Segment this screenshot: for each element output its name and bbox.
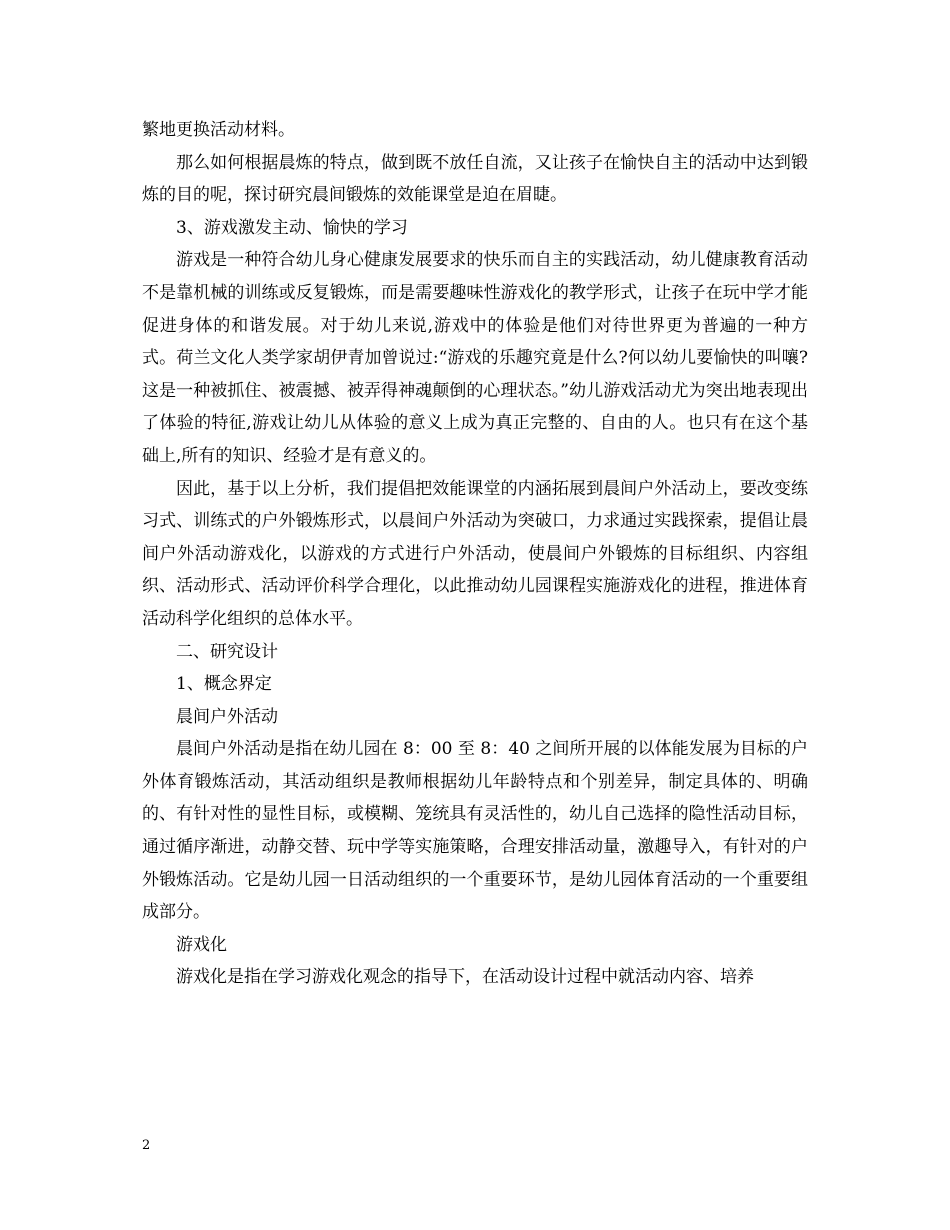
term-heading: 游戏化 xyxy=(176,934,227,955)
document-body xyxy=(142,114,808,994)
paragraph: 因此，基于以上分析，我们提倡把效能课堂的内涵拓展到晨间户外活动上，要改变练习式、训练式的户外锻炼形式，以晨间户外活动为突破口，力求通过实践探索，提倡让晨间户外活动游戏化，以游戏的方式进行户外活动，使晨间户外锻炼的目标组织、内容组织、活动形式、活动评价科学合理化，以此推动幼儿园课程实施游戏化的进程，推进体育活动科学化组织的总体水平。 xyxy=(142,478,808,629)
page-number: 2 xyxy=(142,1138,151,1153)
paragraph: 繁地更换活动材料。 xyxy=(142,120,295,140)
section-heading: 二、研究设计 xyxy=(176,641,278,662)
paragraph: 游戏是一种符合幼儿身心健康发展要求的快乐而自主的实践活动，幼儿健康教育活动不是靠机械的训练或反复锻炼，而是需要趣味性游戏化的教学形式，让孩子在玩中学才能促进身体的和谐发展。对于幼儿来说,游戏中的体验是他们对待世界更为普遍的一种方式。荷兰文化人类学家胡伊青加曾说过:“游戏的乐趣究竟是什么?何以幼儿要愉快的叫嚷?这是一种被抓住、被震撼、被弄得神魂颠倒的心理状态。”幼儿游戏活动尤为突出地表现出了体验的特征,游戏让幼儿从体验的意义上成为真正完整的、自由的人。也只有在这个基础上,所有的知识、经验才是有意义的。 xyxy=(142,250,808,466)
term-heading: 晨间户外活动 xyxy=(176,706,278,727)
section-heading: 1、概念界定 xyxy=(176,674,272,695)
paragraph: 游戏化是指在学习游戏化观念的指导下，在活动设计过程中就活动内容、培养 xyxy=(176,967,754,988)
paragraph: 那么如何根据晨炼的特点，做到既不放任自流，又让孩子在愉快自主的活动中达到锻炼的目的呢，探讨研究晨间锻炼的效能课堂是迫在眉睫。 xyxy=(142,152,808,206)
section-heading: 3、游戏激发主动、愉快的学习 xyxy=(176,217,408,238)
paragraph: 晨间户外活动是指在幼儿园在 8：00 至 8：40 之间所开展的以体能发展为目标的户外体育锻炼活动，其活动组织是教师根据幼儿年龄特点和个别差异，制定具体的、明确的、有针对性的显性目标，或模糊、笼统具有灵活性的，幼儿自己选择的隐性活动目标，通过循序渐进，动静交替、玩中学等实施策略，合理安排活动量，激趣导入，有针对的户外锻炼活动。它是幼儿园一日活动组织的一个重要环节，是幼儿园体育活动的一个重要组成部分。 xyxy=(142,739,808,923)
